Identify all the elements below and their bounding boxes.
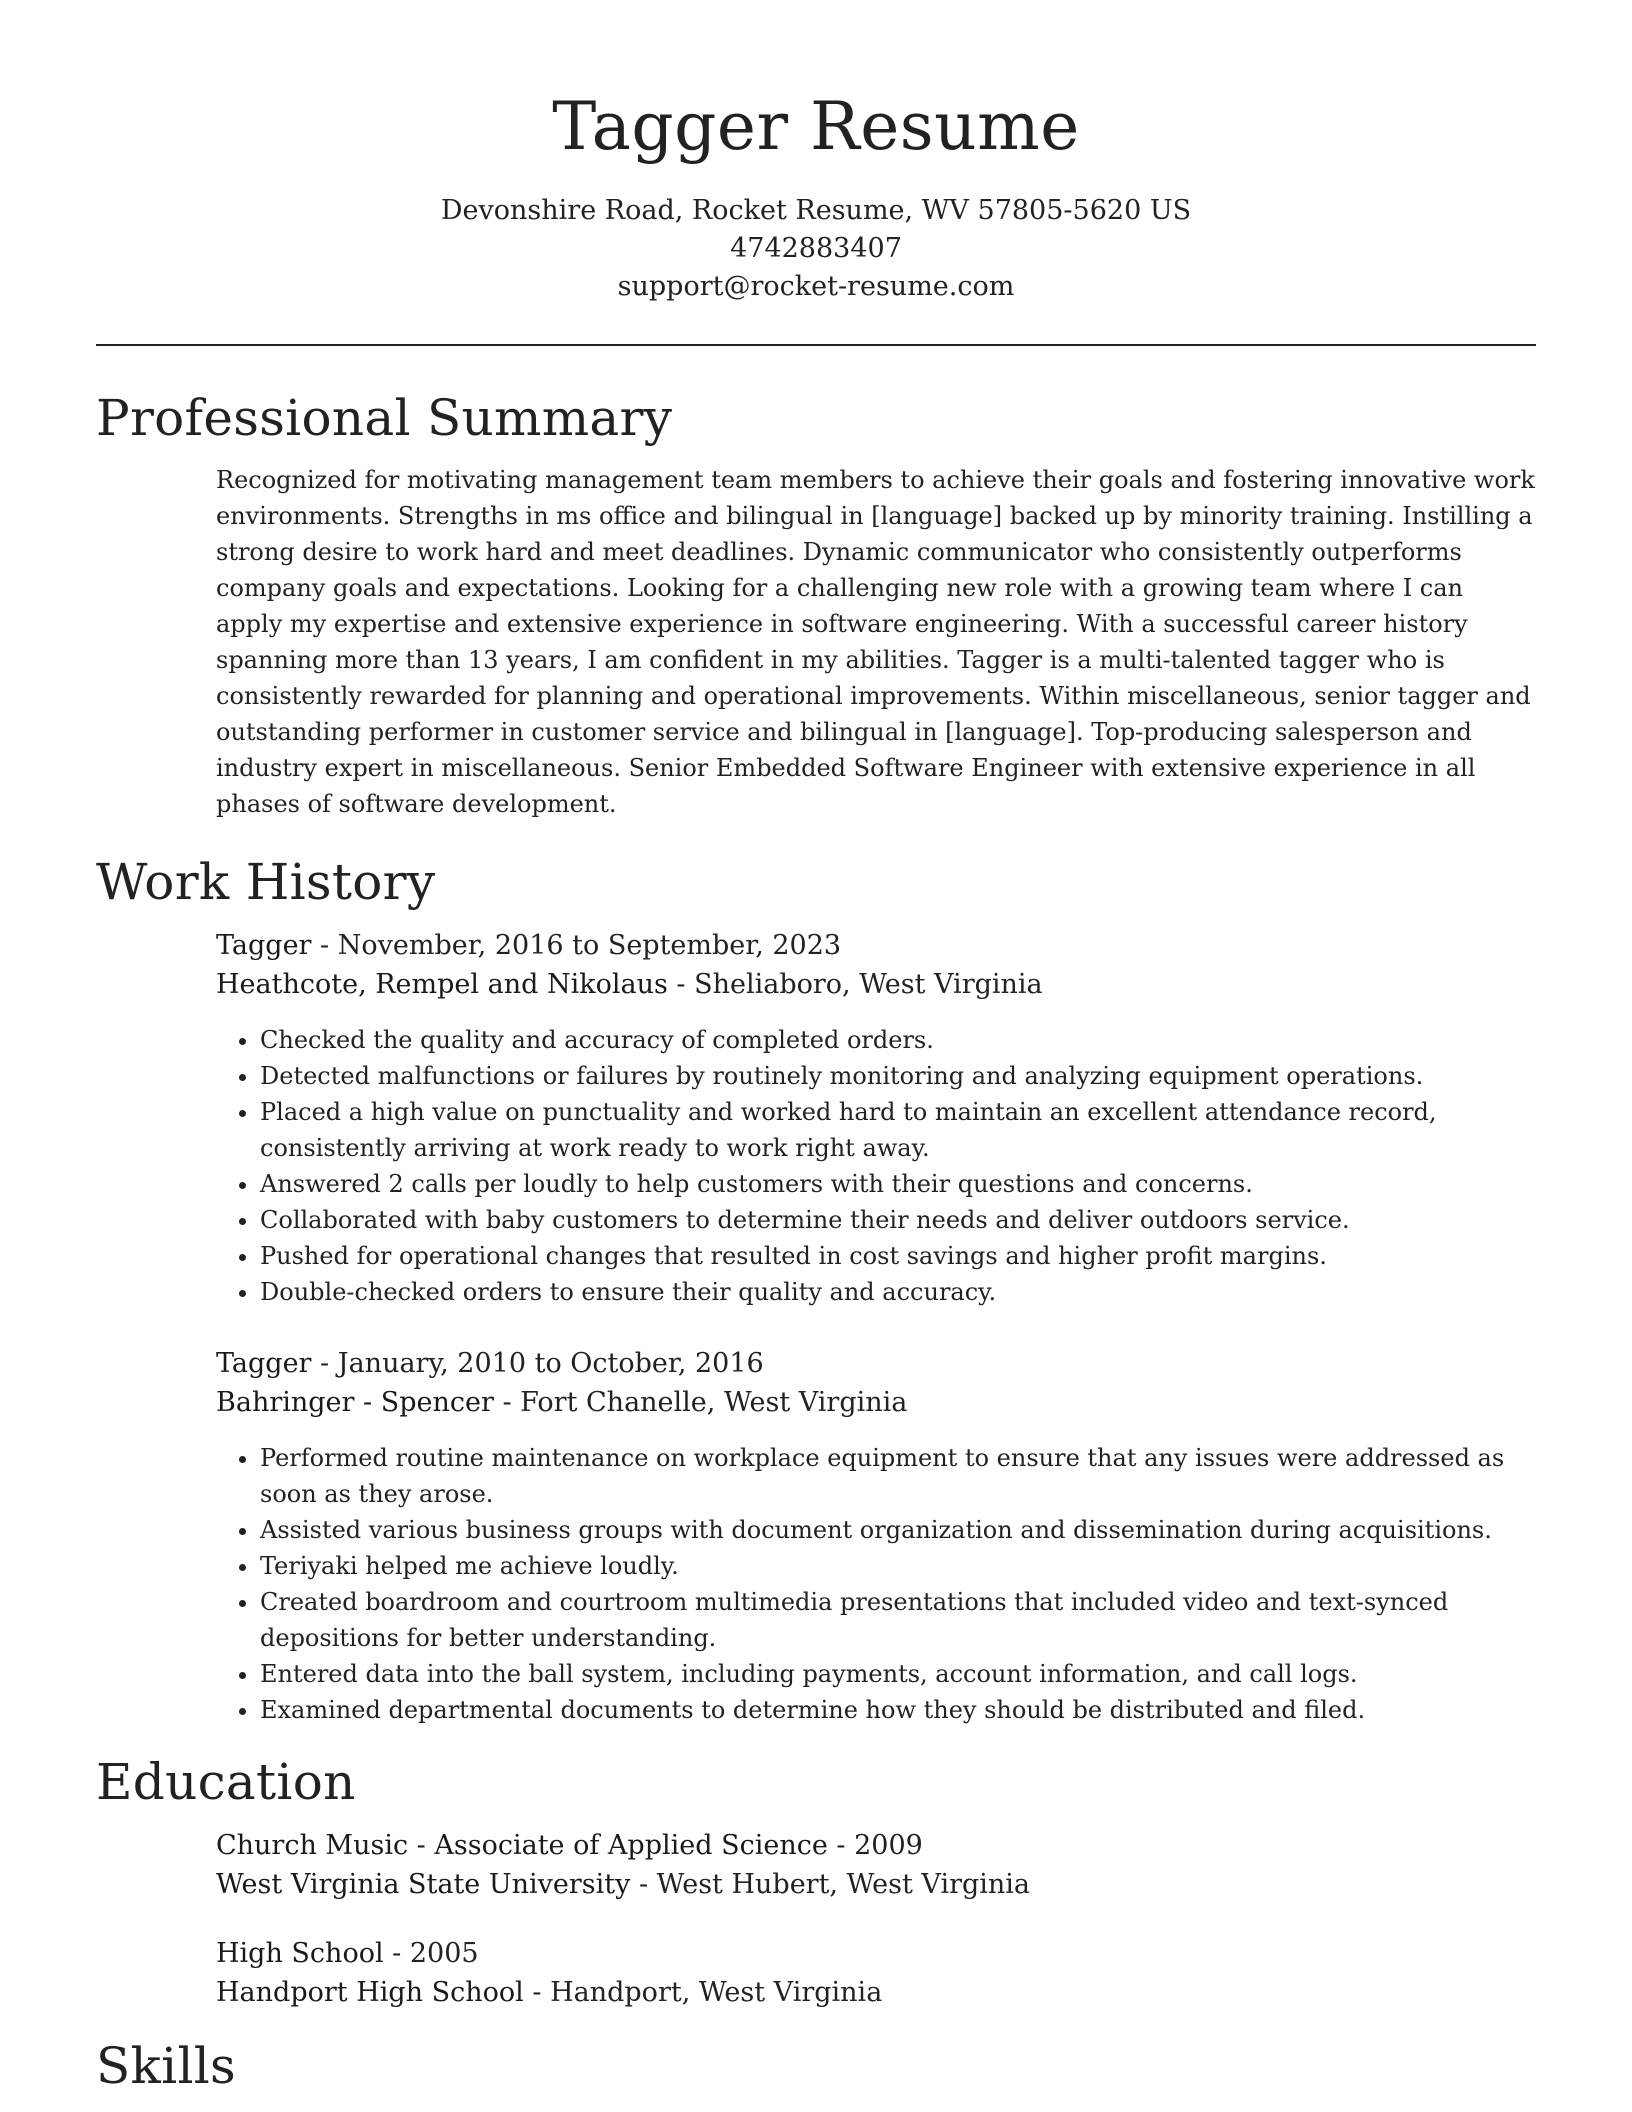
- job-entry: [216, 1344, 1536, 1728]
- job-company-line: [216, 965, 1536, 1004]
- job-bullet-list: [216, 1022, 1536, 1310]
- education-degree-line: [216, 1934, 1536, 1973]
- education-school: Handport High School: [216, 1977, 524, 2008]
- job-bullet: • Assisted various business groups with document organization and dissemination during acquisitions.: [260, 1512, 1536, 1548]
- job-company: Bahringer - Spencer: [216, 1387, 494, 1418]
- skills-section: [96, 2034, 1536, 2098]
- education-entry: [216, 1826, 1536, 1904]
- summary-heading: Professional Summary: [96, 389, 673, 447]
- job-bullet-list: [216, 1440, 1536, 1728]
- resume-page: [96, 0, 1536, 2110]
- work-history-body: [216, 926, 1536, 1728]
- job-location: - Fort Chanelle, West Virginia: [493, 1387, 908, 1418]
- education-location: - Handport, West Virginia: [523, 1977, 883, 2008]
- job-role: Tagger: [216, 930, 312, 961]
- resume-header: [96, 0, 1536, 306]
- job-bullet: • Entered data into the ball system, including payments, account information, and call logs.: [260, 1656, 1536, 1692]
- education-degree-line: [216, 1826, 1536, 1865]
- job-company: Heathcote, Rempel and Nikolaus: [216, 969, 668, 1000]
- education-field: High School: [216, 1938, 384, 1969]
- job-dates: - November, 2016 to September, 2023: [311, 930, 842, 961]
- education-location: - West Hubert, West Virginia: [630, 1869, 1031, 1900]
- summary-section: [96, 386, 1536, 822]
- summary-text: Recognized for motivating management team members to achieve their goals and fostering innovative work environments. Strengths in ms office and bilingual in [language] backed up by minority training. Instilling a strong desire to work hard and meet deadlines. Dynamic communicator who consistently outperforms company goals and expectations. Looking for a challenging new role with a growing team where I can apply my expertise and extensive experience in software engineering. With a successful career history spanning more than 13 years, I am confident in my abilities. Tagger is a multi-talented tagger who is consistently rewarded for planning and operational improvements. Within miscellaneous, senior tagger and outstanding performer in customer service and bilingual in [language]. Top-producing salesperson and industry expert in miscellaneous. Senior Embedded Software Engineer with extensive experience in all phases of software development.: [216, 466, 1535, 818]
- job-bullet: • Checked the quality and accuracy of completed orders.: [260, 1022, 1536, 1058]
- education-school-line: [216, 1973, 1536, 2012]
- job-bullet: • Answered 2 calls per loudly to help customers with their questions and concerns.: [260, 1166, 1536, 1202]
- job-bullet: • Created boardroom and courtroom multimedia presentations that included video and text-synced depositions for better understanding.: [260, 1584, 1536, 1656]
- job-bullet: • Examined departmental documents to determine how they should be distributed and filed.: [260, 1692, 1536, 1728]
- education-section: [96, 1750, 1536, 2012]
- education-year: - 2005: [383, 1938, 479, 1969]
- job-entry: [216, 926, 1536, 1310]
- job-bullet: • Double-checked orders to ensure their quality and accuracy.: [260, 1274, 1536, 1310]
- candidate-name: Tagger Resume: [552, 88, 1080, 165]
- education-school: West Virginia State University: [216, 1869, 631, 1900]
- job-company-line: [216, 1383, 1536, 1422]
- job-bullet: • Collaborated with baby customers to determine their needs and deliver outdoors service.: [260, 1202, 1536, 1238]
- job-dates: - January, 2010 to October, 2016: [311, 1348, 764, 1379]
- summary-body: [216, 462, 1536, 822]
- education-field: Church Music - Associate of Applied Science: [216, 1830, 828, 1861]
- header-divider: [96, 344, 1536, 346]
- education-heading: Education: [96, 1753, 356, 1811]
- education-school-line: [216, 1865, 1536, 1904]
- work-history-section: [96, 850, 1536, 1728]
- phone-line: 4742883407: [730, 233, 902, 264]
- job-title-line: [216, 926, 1536, 965]
- job-location: - Sheliaboro, West Virginia: [667, 969, 1043, 1000]
- job-bullet: • Placed a high value on punctuality and worked hard to maintain an excellent attendance record, consistently arriving at work ready to work right away.: [260, 1094, 1536, 1166]
- address-line: Devonshire Road, Rocket Resume, WV 57805-5620 US: [440, 195, 1192, 226]
- job-bullet: • Performed routine maintenance on workplace equipment to ensure that any issues were addressed as soon as they arose.: [260, 1440, 1536, 1512]
- job-title-line: [216, 1344, 1536, 1383]
- job-bullet: • Teriyaki helped me achieve loudly.: [260, 1548, 1536, 1584]
- email-line: support@rocket-resume.com: [617, 271, 1015, 302]
- job-bullet: • Detected malfunctions or failures by routinely monitoring and analyzing equipment operations.: [260, 1058, 1536, 1094]
- education-entry: [216, 1934, 1536, 2012]
- education-year: - 2009: [827, 1830, 923, 1861]
- skills-heading: Skills: [96, 2037, 236, 2095]
- job-role: Tagger: [216, 1348, 312, 1379]
- education-body: [216, 1826, 1536, 2012]
- job-bullet: • Pushed for operational changes that resulted in cost savings and higher profit margins.: [260, 1238, 1536, 1274]
- work-history-heading: Work History: [96, 853, 436, 911]
